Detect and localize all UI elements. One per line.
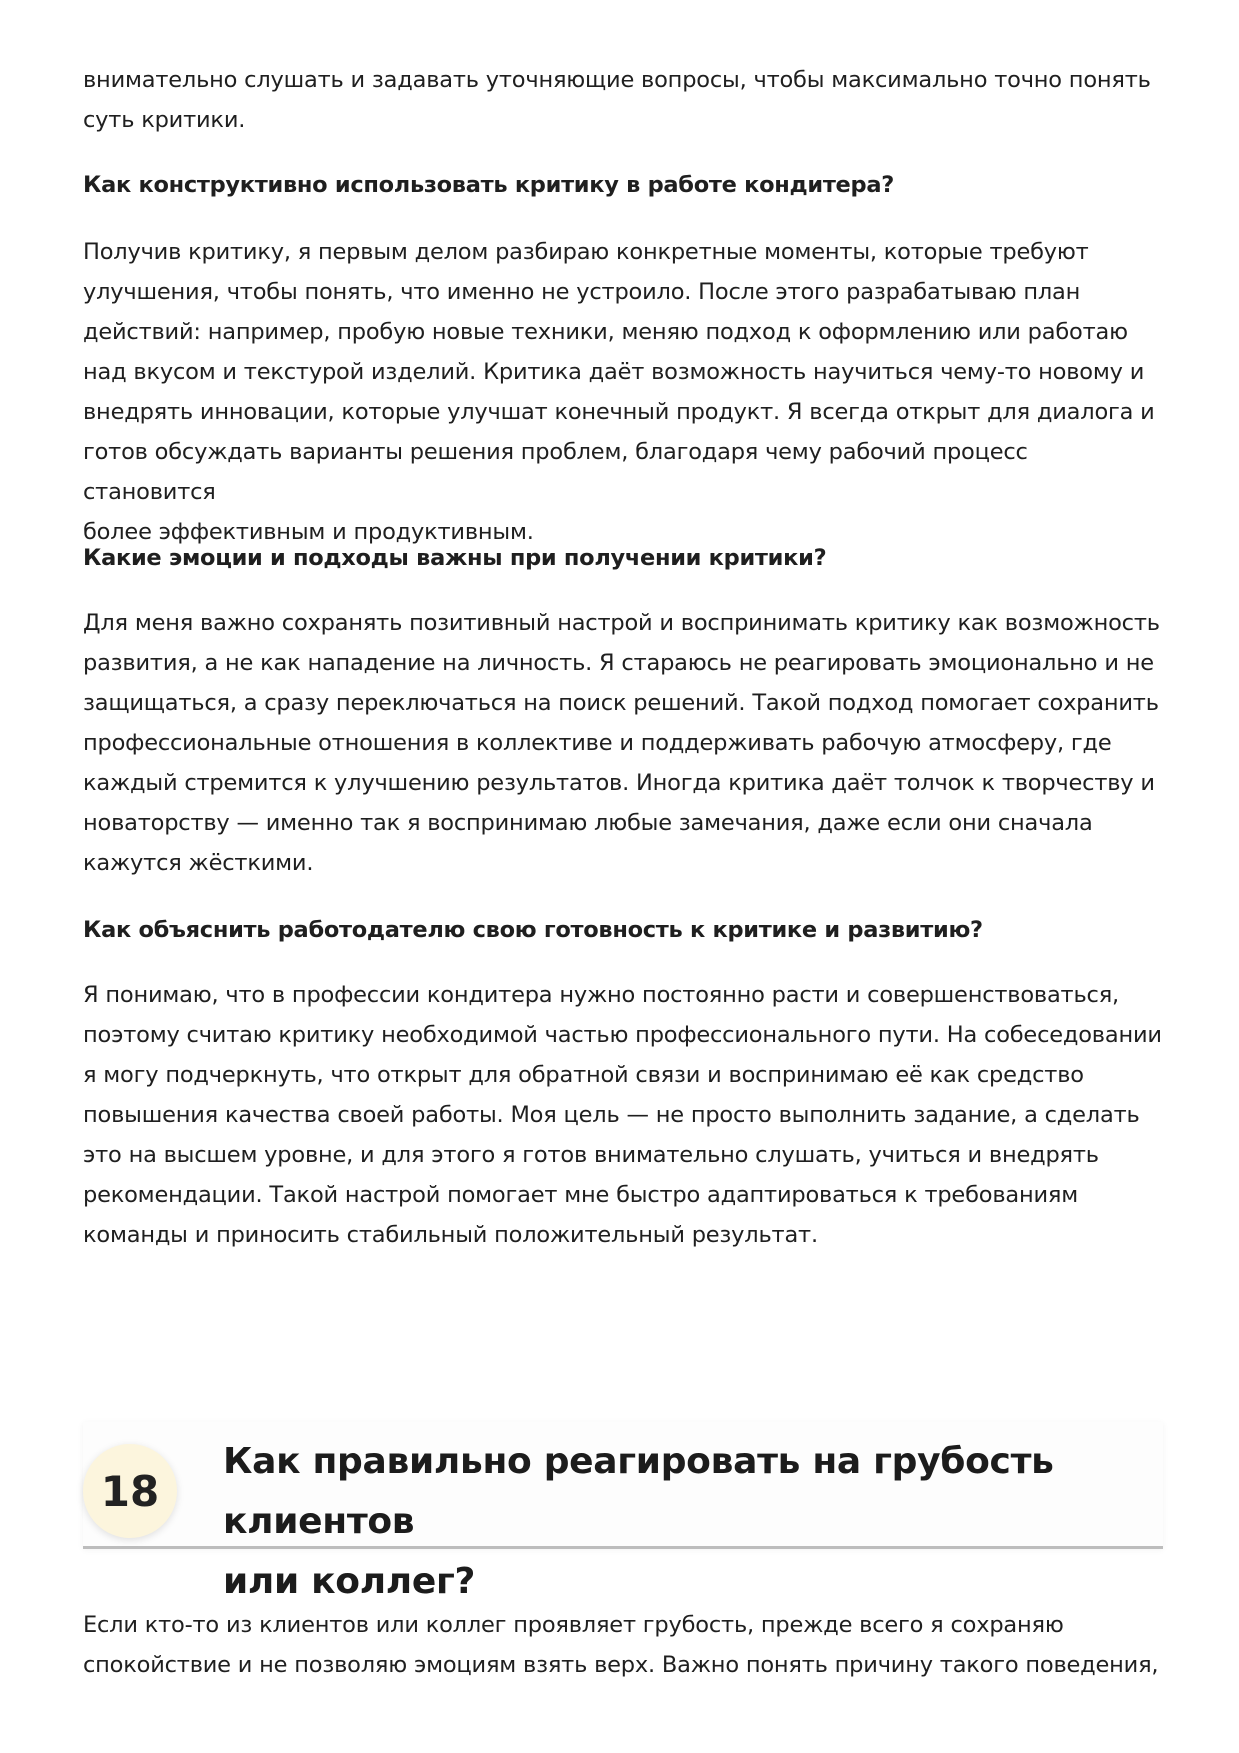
text-line: более эффективным и продуктивным.	[83, 519, 534, 545]
text-line: внедрять инновации, которые улучшат конечный продукт. Я всегда открыт для диалога и	[83, 399, 1155, 425]
text-line: готов обсуждать варианты решения проблем, благодаря чему рабочий процесс становится	[83, 439, 1028, 505]
paragraph-answer-emotions	[83, 603, 1163, 883]
text-line: Получив критику, я первым делом разбираю конкретные моменты, которые требуют	[83, 239, 1089, 265]
text-line: Для меня важно сохранять позитивный настрой и воспринимать критику как возможность	[83, 610, 1160, 636]
text-line: улучшения, чтобы понять, что именно не устроило. После этого разрабатываю план	[83, 279, 1081, 305]
text-line: развития, а не как нападение на личность. Я стараюсь не реагировать эмоционально и не	[83, 650, 1154, 676]
text-line: рекомендации. Такой настрой помогает мне быстро адаптироваться к требованиям	[83, 1182, 1079, 1208]
paragraph-answer-employer	[83, 975, 1163, 1255]
text-line: повышения качества своей работы. Моя цель — не просто выполнить задание, а сделать	[83, 1102, 1140, 1128]
question-heading-employer: Как объяснить работодателю свою готовность к критике и развитию?	[83, 917, 983, 943]
text-line: команды и приносить стабильный положительный результат.	[83, 1222, 818, 1248]
section-title	[223, 1432, 1163, 1612]
text-line: спокойствие и не позволяю эмоциям взять верх. Важно понять причину такого поведения,	[83, 1652, 1159, 1678]
paragraph-section-intro	[83, 1605, 1163, 1685]
section-number-badge: 18	[83, 1444, 177, 1538]
text-line: каждый стремится к улучшению результатов. Иногда критика даёт толчок к творчеству и	[83, 770, 1155, 796]
title-line: Как правильно реагировать на грубость клиентов	[223, 1441, 1054, 1542]
text-line: Я понимаю, что в профессии кондитера нужно постоянно расти и совершенствоваться,	[83, 982, 1119, 1008]
text-line: я могу подчеркнуть, что открыт для обратной связи и воспринимаю её как средство	[83, 1062, 1084, 1088]
paragraph-answer-constructive-use	[83, 232, 1163, 552]
title-line: или коллег?	[223, 1561, 476, 1602]
question-heading-emotions: Какие эмоции и подходы важны при получении критики?	[83, 545, 827, 571]
text-line: кажутся жёсткими.	[83, 850, 314, 876]
text-line: внимательно слушать и задавать уточняющие вопросы, чтобы максимально точно понять	[83, 67, 1151, 93]
text-line: поэтому считаю критику необходимой частью профессионального пути. На собеседовании	[83, 1022, 1162, 1048]
text-line: действий: например, пробую новые техники, меняю подход к оформлению или работаю	[83, 319, 1128, 345]
question-heading-constructive-use: Как конструктивно использовать критику в работе кондитера?	[83, 172, 894, 198]
text-line: новаторству — именно так я воспринимаю любые замечания, даже если они сначала	[83, 810, 1093, 836]
text-line: суть критики.	[83, 107, 246, 133]
text-line: это на высшем уровне, и для этого я готов внимательно слушать, учиться и внедрять	[83, 1142, 1099, 1168]
section-header-18	[83, 1422, 1163, 1602]
text-line: Если кто-то из клиентов или коллег проявляет грубость, прежде всего я сохраняю	[83, 1612, 1064, 1638]
text-line: над вкусом и текстурой изделий. Критика даёт возможность научиться чему-то новому и	[83, 359, 1145, 385]
paragraph-answer-continued	[83, 60, 1163, 140]
text-line: профессиональные отношения в коллективе и поддерживать рабочую атмосферу, где	[83, 730, 1112, 756]
text-line: защищаться, а сразу переключаться на поиск решений. Такой подход помогает сохранить	[83, 690, 1159, 716]
